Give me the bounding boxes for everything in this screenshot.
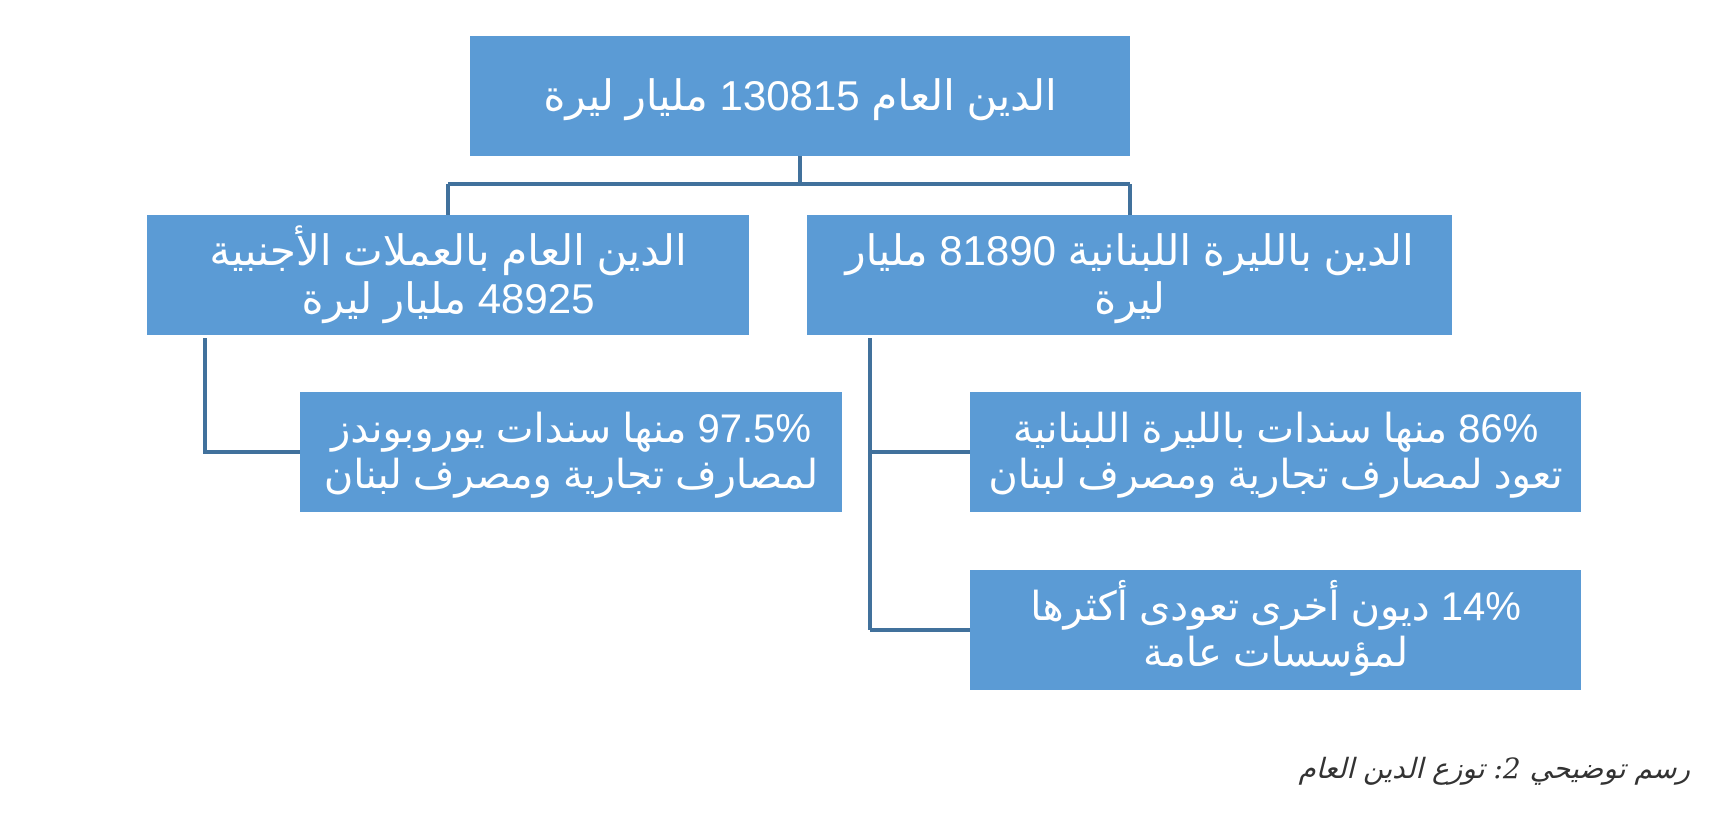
node-foreign-currency-debt bbox=[147, 215, 749, 335]
root-node-public-debt bbox=[470, 36, 1130, 156]
figure-caption: رسم توضيحي 2: توزع الدين العام bbox=[1298, 752, 1690, 785]
lbp-bonds-label: 86% منها سندات بالليرة اللبنانية تعود لمصارف تجارية ومصرف لبنان bbox=[988, 407, 1563, 497]
lbp-debt-label: الدين بالليرة اللبنانية 81890 مليار ليرة bbox=[845, 226, 1414, 322]
root-node-label: الدين العام 130815 مليار ليرة bbox=[543, 71, 1057, 119]
node-lbp-debt bbox=[807, 215, 1452, 335]
foreign-debt-label: الدين العام بالعملات الأجنبية 48925 مليار ليرة bbox=[209, 226, 687, 322]
node-lbp-bonds-share bbox=[970, 392, 1581, 512]
other-debts-label: 14% ديون أخرى تعودى أكثرها لمؤسسات عامة bbox=[1030, 585, 1521, 675]
node-eurobonds-share bbox=[300, 392, 842, 512]
node-other-debts-share bbox=[970, 570, 1581, 690]
connector-foreign-to-eurobonds bbox=[205, 338, 300, 452]
eurobonds-label: 97.5% منها سندات يوروبوندز لمصارف تجارية ومصرف لبنان bbox=[323, 407, 819, 497]
